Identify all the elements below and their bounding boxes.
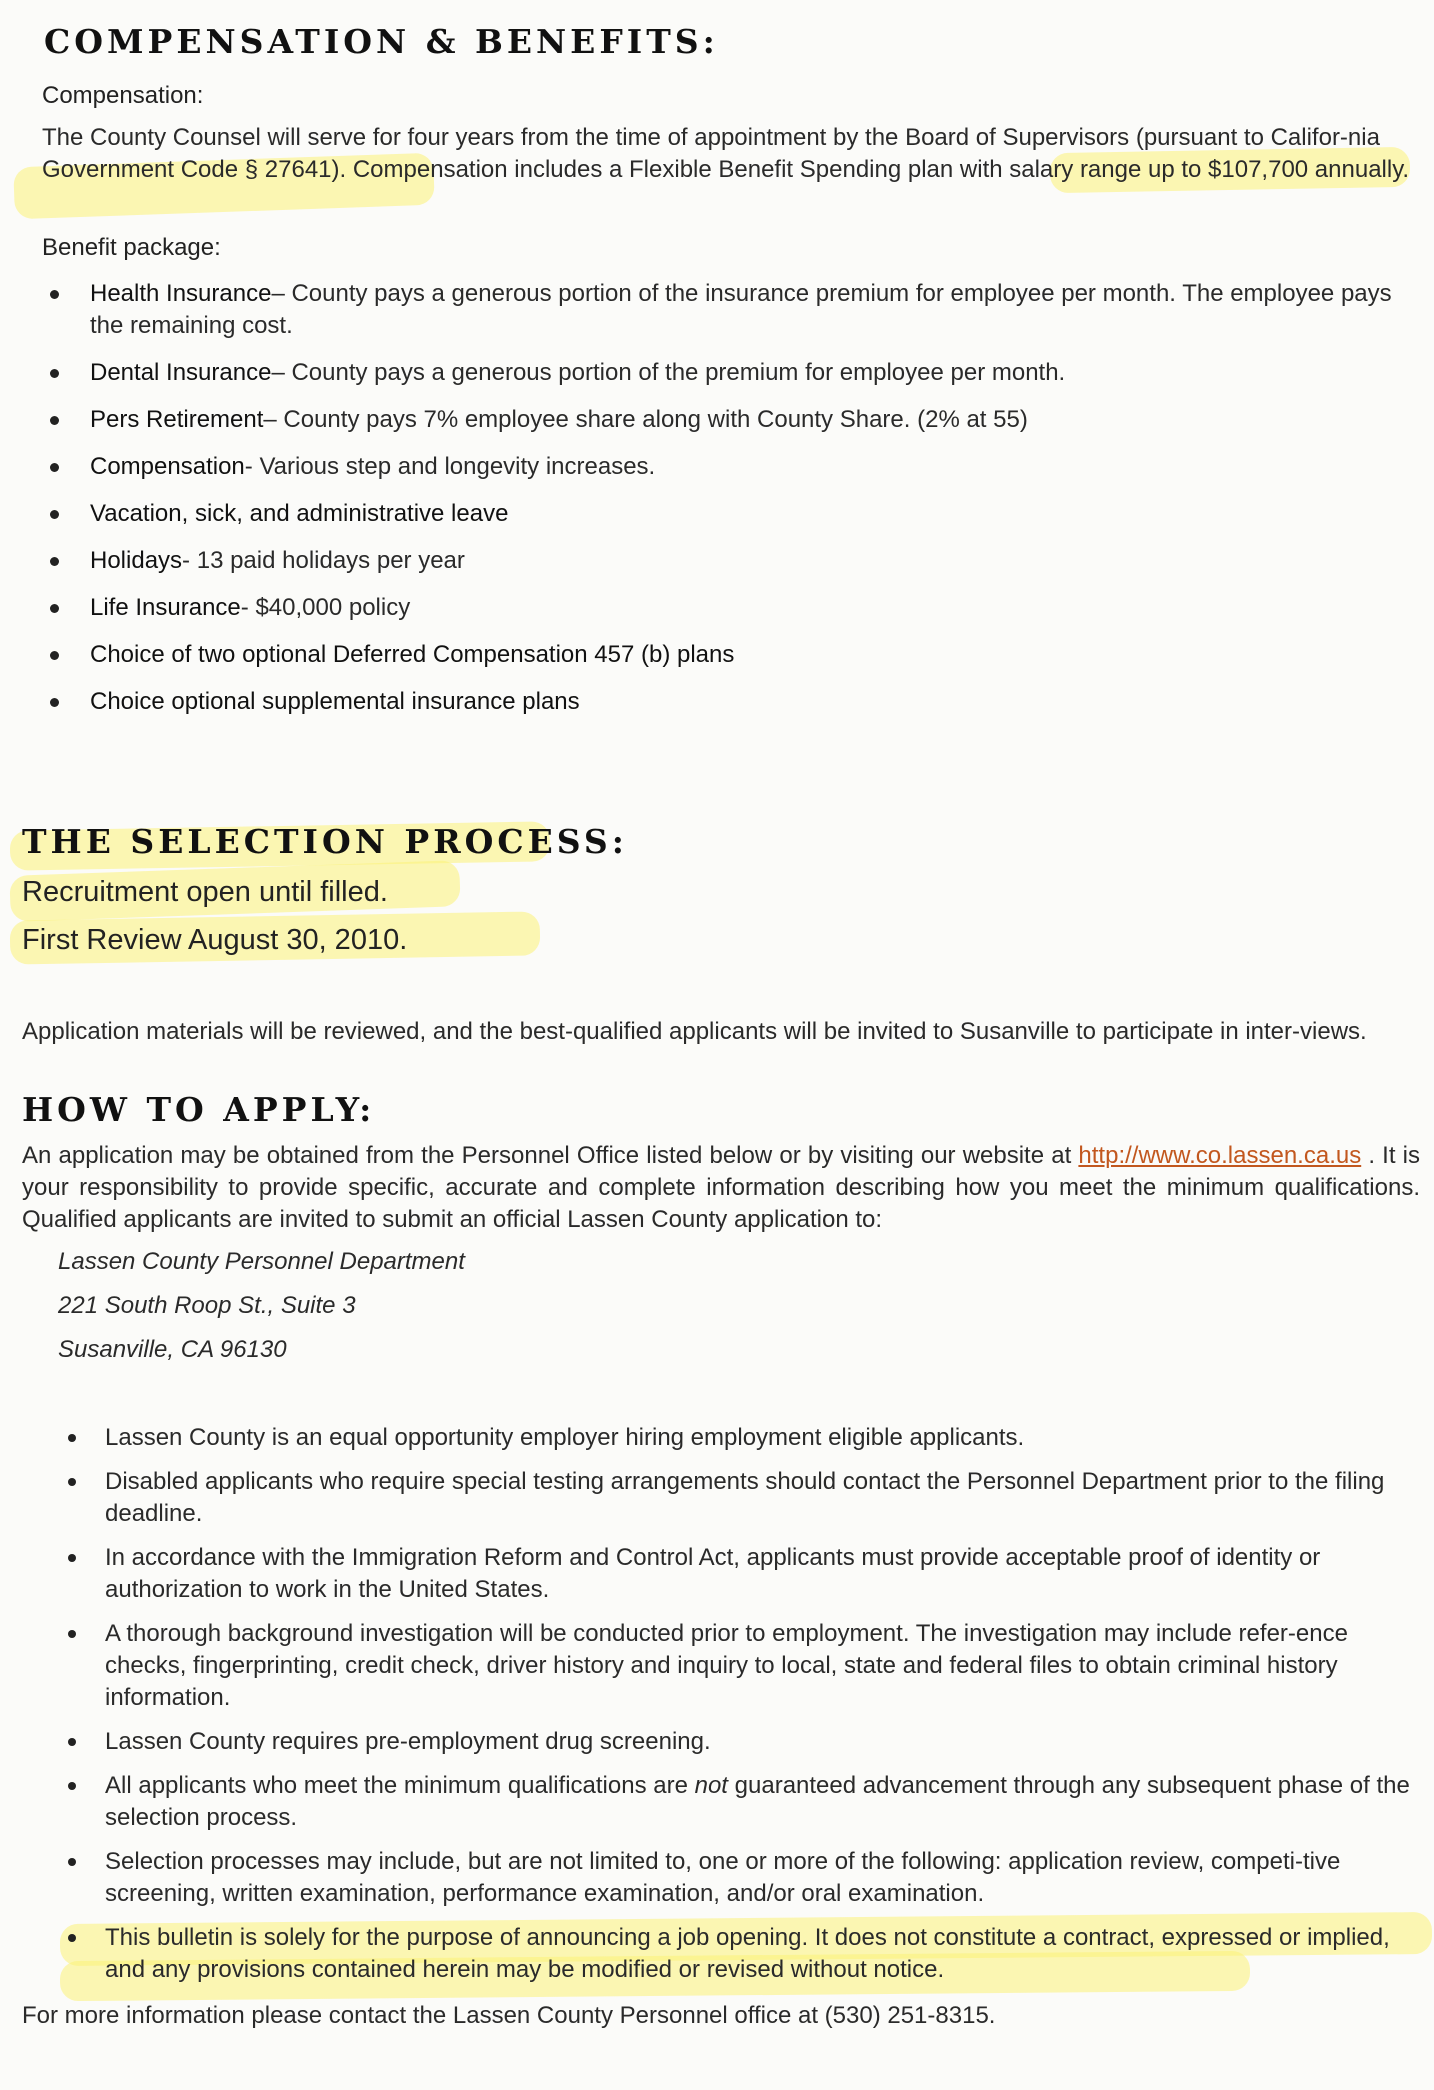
list-item bbox=[58, 1618, 1418, 1714]
first-review-date: First Review August 30, 2010. bbox=[22, 924, 408, 956]
benefit-name: Vacation, sick, and administrative leave bbox=[90, 500, 509, 527]
benefit-description: County pays 7% employee share along with County Share. (2% at 55) bbox=[283, 406, 1028, 433]
apply-text-continued: . It is your responsibility to provide specific, accurate and complete information describing how you meet the minimum qualifications. Qualified applicants are invited to submit an official Lassen County application to: bbox=[22, 1142, 1421, 1233]
benefit-package-label: Benefit package: bbox=[42, 234, 221, 261]
note-text: In accordance with the Immigration Reform and Control Act, applicants must provide acceptable proof of identity or authorization to work in the United States. bbox=[105, 1544, 1321, 1603]
note-text: A thorough background investigation will be conducted prior to employment. The investigation may include refer-ence checks, fingerprinting, credit check, driver history and inquiry to local, state and federal files to obtain criminal history information. bbox=[105, 1620, 1348, 1711]
list-item bbox=[58, 1770, 1418, 1834]
list-item bbox=[58, 1726, 1418, 1758]
benefit-separator: – bbox=[263, 406, 284, 433]
bullet-icon bbox=[50, 557, 59, 566]
address-line: Lassen County Personnel Department bbox=[58, 1248, 465, 1275]
list-item bbox=[42, 278, 1422, 342]
bullet-icon bbox=[50, 369, 59, 378]
bullet-icon bbox=[68, 1478, 76, 1486]
bullet-icon bbox=[50, 463, 59, 472]
note-text: This bulletin is solely for the purpose of announcing a job opening. It does not constitute a contract, expressed or implied, and any provisions contained herein may be modified or revised without notice. bbox=[105, 1924, 1390, 1983]
bullet-icon bbox=[68, 1630, 76, 1638]
benefit-description: 13 paid holidays per year bbox=[196, 547, 465, 574]
emphasis-not: not bbox=[694, 1772, 728, 1799]
mailing-address bbox=[58, 1240, 465, 1372]
note-text: All applicants who meet the minimum qualifications are bbox=[105, 1772, 695, 1799]
benefit-name: Choice optional supplemental insurance plans bbox=[90, 688, 580, 715]
list-item bbox=[42, 357, 1422, 389]
note-text: Lassen County is an equal opportunity employer hiring employment eligible applicants. bbox=[105, 1424, 1025, 1451]
benefit-description: County pays a generous portion of the insurance premium for employee per month. The employee pays the remaining cost. bbox=[90, 280, 1392, 339]
benefit-separator: – bbox=[271, 359, 292, 386]
selection-process-heading: THE SELECTION PROCESS: bbox=[22, 822, 628, 861]
bullet-icon bbox=[68, 1858, 76, 1866]
compensation-label: Compensation: bbox=[42, 82, 204, 109]
benefit-name: Pers Retirement bbox=[90, 406, 264, 433]
review-paragraph: Application materials will be reviewed, and the best-qualified applicants will be invited to Susanville to participate in inter-views. bbox=[22, 1018, 1367, 1045]
benefit-name: Choice of two optional Deferred Compensation 457 (b) plans bbox=[90, 641, 735, 668]
bullet-icon bbox=[68, 1738, 76, 1746]
note-text: Selection processes may include, but are not limited to, one or more of the following: application review, competi-tive screening, written examination, performance examination, and/or oral examination. bbox=[105, 1848, 1341, 1907]
bullet-icon bbox=[68, 1934, 76, 1942]
bullet-icon bbox=[50, 698, 59, 707]
list-item bbox=[42, 592, 1422, 624]
benefit-separator: – bbox=[271, 280, 292, 307]
bullet-icon bbox=[50, 290, 59, 299]
bullet-icon bbox=[50, 651, 59, 660]
list-item bbox=[42, 639, 1422, 671]
benefit-name: Health Insurance bbox=[90, 280, 272, 307]
website-link[interactable]: http://www.co.lassen.ca.us bbox=[1078, 1142, 1362, 1169]
address-line: 221 South Roop St., Suite 3 bbox=[58, 1292, 356, 1319]
note-text: Lassen County requires pre-employment drug screening. bbox=[105, 1728, 711, 1755]
list-item bbox=[42, 686, 1422, 718]
bullet-icon bbox=[50, 604, 59, 613]
list-item bbox=[42, 404, 1422, 436]
bullet-icon bbox=[68, 1782, 76, 1790]
apply-paragraph bbox=[22, 1140, 1420, 1236]
address-line: Susanville, CA 96130 bbox=[58, 1336, 287, 1363]
how-to-apply-heading: HOW TO APPLY: bbox=[22, 1090, 376, 1129]
benefit-separator: - bbox=[244, 453, 260, 480]
salary-highlight: with salary range up to $107,700 annually. bbox=[959, 156, 1410, 183]
bullet-icon bbox=[68, 1434, 76, 1442]
list-item bbox=[58, 1466, 1418, 1530]
benefit-name: Compensation bbox=[90, 453, 245, 480]
list-item bbox=[42, 451, 1422, 483]
list-item bbox=[58, 1846, 1418, 1910]
benefit-description: $40,000 policy bbox=[255, 594, 411, 621]
compensation-benefits-heading: COMPENSATION & BENEFITS: bbox=[44, 22, 719, 61]
benefits-list bbox=[42, 278, 1422, 733]
benefit-separator: - bbox=[182, 547, 197, 574]
contact-line: For more information please contact the Lassen County Personnel office at (530) 251-8315. bbox=[22, 2002, 996, 2029]
apply-text: An application may be obtained from the Personnel Office listed below or by visiting our website at bbox=[22, 1142, 1079, 1169]
list-item bbox=[42, 498, 1422, 530]
bullet-icon bbox=[50, 510, 59, 519]
list-item bbox=[42, 545, 1422, 577]
benefit-name: Life Insurance bbox=[90, 594, 241, 621]
benefit-separator: - bbox=[240, 594, 256, 621]
list-item bbox=[58, 1422, 1418, 1454]
benefit-name: Holidays bbox=[90, 547, 183, 574]
bullet-icon bbox=[50, 416, 59, 425]
bullet-icon bbox=[68, 1554, 76, 1562]
note-text: Disabled applicants who require special testing arrangements should contact the Personnel Department prior to the filing deadline. bbox=[105, 1468, 1385, 1527]
compensation-paragraph bbox=[42, 122, 1432, 186]
recruitment-status: Recruitment open until filled. bbox=[22, 876, 388, 908]
benefit-name: Dental Insurance bbox=[90, 359, 272, 386]
compensation-text: The County Counsel will serve for four years from the time of appointment by the Board of Supervisors (pursuant to Califor-nia Government Code § 27641). Compensation includes a Flexible Benefit Spending plan bbox=[42, 124, 1380, 183]
list-item bbox=[58, 1542, 1418, 1606]
notes-list bbox=[58, 1422, 1418, 1998]
benefit-description: Various step and longevity increases. bbox=[259, 453, 656, 480]
benefit-description: County pays a generous portion of the premium for employee per month. bbox=[291, 359, 1066, 386]
note-text-continued: guaranteed advancement through any subsequent phase of the selection process. bbox=[105, 1772, 1410, 1831]
list-item bbox=[58, 1922, 1418, 1986]
